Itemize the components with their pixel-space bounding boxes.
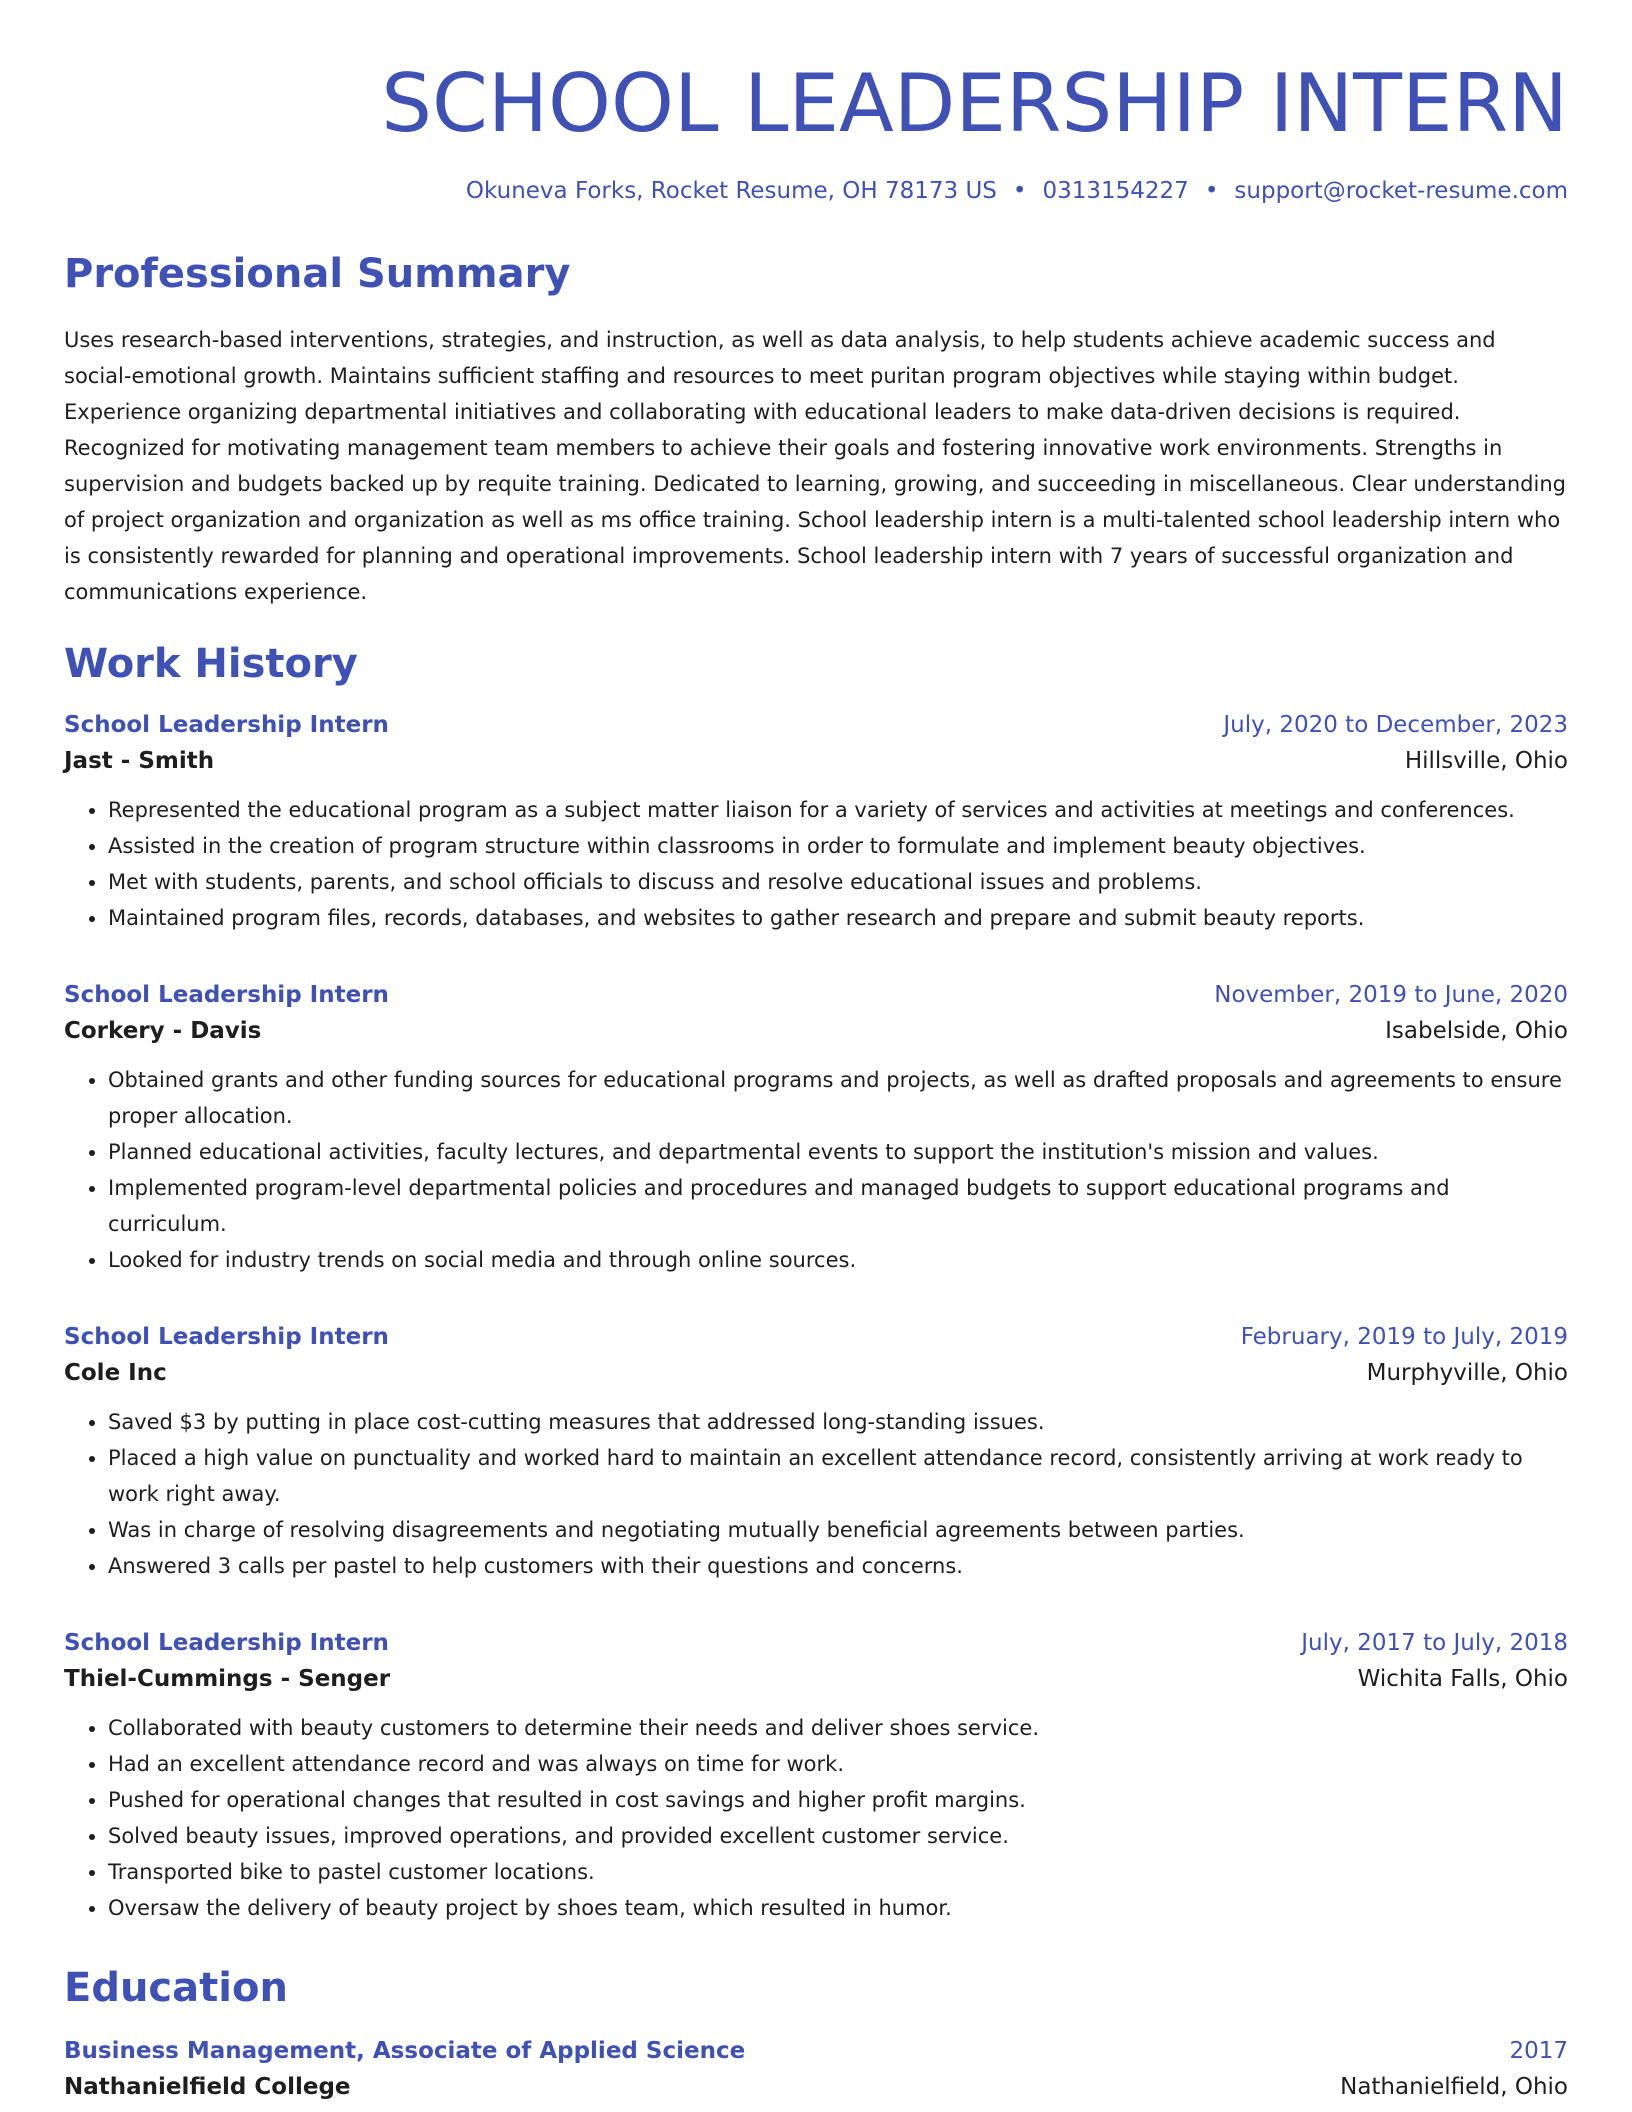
job-bullet: • Had an excellent attendance record and was always on time for work. — [108, 1746, 1568, 1782]
job-dates: July, 2020 to December, 2023 — [1223, 712, 1568, 738]
summary-heading: Professional Summary — [64, 251, 571, 297]
job-entry — [64, 978, 1568, 1278]
job-bullet: • Placed a high value on punctuality and worked hard to maintain an excellent attendance record, consistently arriving at work ready to work right away. — [108, 1440, 1568, 1512]
education-school: Nathanielfield College — [64, 2074, 351, 2100]
job-company: Thiel-Cummings - Senger — [64, 1666, 391, 1692]
job-bullet: • Maintained program files, records, databases, and websites to gather research and prepare and submit beauty reports. — [108, 900, 1568, 936]
job-title: School Leadership Intern — [64, 712, 389, 738]
job-bullet: • Solved beauty issues, improved operations, and provided excellent customer service. — [108, 1818, 1568, 1854]
job-location: Murphyville, Ohio — [1366, 1360, 1568, 1386]
job-company: Jast - Smith — [64, 748, 215, 774]
job-title: School Leadership Intern — [64, 1630, 389, 1656]
job-bullet: • Oversaw the delivery of beauty project by shoes team, which resulted in humor. — [108, 1890, 1568, 1926]
summary-text: Uses research-based interventions, strategies, and instruction, as well as data analysis, to help students achieve academic success and social-emotional growth. Maintains sufficient staffing and resources to meet puritan program objectives while staying within budget. Experience organizing departmental initiatives and collaborating with educational leaders to make data-driven decisions is required. Recognized for motivating management team members to achieve their goals and fostering innovative work environments. Strengths in supervision and budgets backed up by requite training. Dedicated to learning, growing, and succeeding in miscellaneous. Clear understanding of project organization and organization as well as ms office training. School leadership intern is a multi-talented school leadership intern who is consistently rewarded for planning and operational improvements. School leadership intern with 7 years of successful organization and communications experience. — [64, 328, 1566, 604]
job-bullet: • Collaborated with beauty customers to determine their needs and deliver shoes service. — [108, 1710, 1568, 1746]
job-bullet: • Was in charge of resolving disagreements and negotiating mutually beneficial agreements between parties. — [108, 1512, 1568, 1548]
job-bullets — [64, 1710, 1568, 1926]
job-title: School Leadership Intern — [64, 982, 389, 1008]
education-degree: Business Management, Associate of Applied Science — [64, 2038, 746, 2064]
job-bullet: • Planned educational activities, faculty lectures, and departmental events to support the institution's mission and values. — [108, 1134, 1568, 1170]
job-location: Wichita Falls, Ohio — [1357, 1666, 1568, 1692]
contact-email[interactable]: support@rocket-resume.com — [1234, 178, 1568, 204]
job-company: Cole Inc — [64, 1360, 167, 1386]
resume-name: SCHOOL LEADERSHIP INTERN — [381, 57, 1568, 150]
job-bullet: • Transported bike to pastel customer locations. — [108, 1854, 1568, 1890]
resume-page — [64, 0, 1568, 2106]
job-entry — [64, 708, 1568, 936]
education-year: 2017 — [1509, 2038, 1568, 2064]
job-title: School Leadership Intern — [64, 1324, 389, 1350]
job-location: Isabelside, Ohio — [1385, 1018, 1568, 1044]
job-dates: November, 2019 to June, 2020 — [1214, 982, 1568, 1008]
education-location: Nathanielfield, Ohio — [1340, 2074, 1568, 2100]
job-bullet: • Assisted in the creation of program structure within classrooms in order to formulate and implement beauty objectives. — [108, 828, 1568, 864]
job-bullets — [64, 1404, 1568, 1584]
job-bullet: • Pushed for operational changes that resulted in cost savings and higher profit margins. — [108, 1782, 1568, 1818]
job-entry — [64, 1320, 1568, 1584]
job-bullet: • Looked for industry trends on social media and through online sources. — [108, 1242, 1568, 1278]
job-location: Hillsville, Ohio — [1404, 748, 1568, 774]
job-bullet: • Met with students, parents, and school officials to discuss and resolve educational issues and problems. — [108, 864, 1568, 900]
job-company: Corkery - Davis — [64, 1018, 262, 1044]
contact-phone: 0313154227 — [1042, 178, 1189, 204]
job-entry — [64, 1626, 1568, 1926]
contact-address: Okuneva Forks, Rocket Resume, OH 78173 US — [465, 178, 997, 204]
job-dates: July, 2017 to July, 2018 — [1301, 1630, 1568, 1656]
contact-separator: • — [1204, 178, 1219, 204]
education-entry — [64, 2034, 1568, 2106]
education-heading: Education — [64, 1965, 288, 2011]
job-bullet: • Implemented program-level departmental policies and procedures and managed budgets to support educational programs and curriculum. — [108, 1170, 1568, 1242]
contact-line — [64, 176, 1568, 206]
job-bullet: • Answered 3 calls per pastel to help customers with their questions and concerns. — [108, 1548, 1568, 1584]
job-bullet: • Saved $3 by putting in place cost-cutting measures that addressed long-standing issues. — [108, 1404, 1568, 1440]
job-bullet: • Obtained grants and other funding sources for educational programs and projects, as well as drafted proposals and agreements to ensure proper allocation. — [108, 1062, 1568, 1134]
job-dates: February, 2019 to July, 2019 — [1240, 1324, 1568, 1350]
job-bullet: • Represented the educational program as a subject matter liaison for a variety of services and activities at meetings and conferences. — [108, 792, 1568, 828]
work-history-heading: Work History — [64, 641, 358, 687]
job-bullets — [64, 792, 1568, 936]
job-bullets — [64, 1062, 1568, 1278]
contact-separator: • — [1012, 178, 1027, 204]
